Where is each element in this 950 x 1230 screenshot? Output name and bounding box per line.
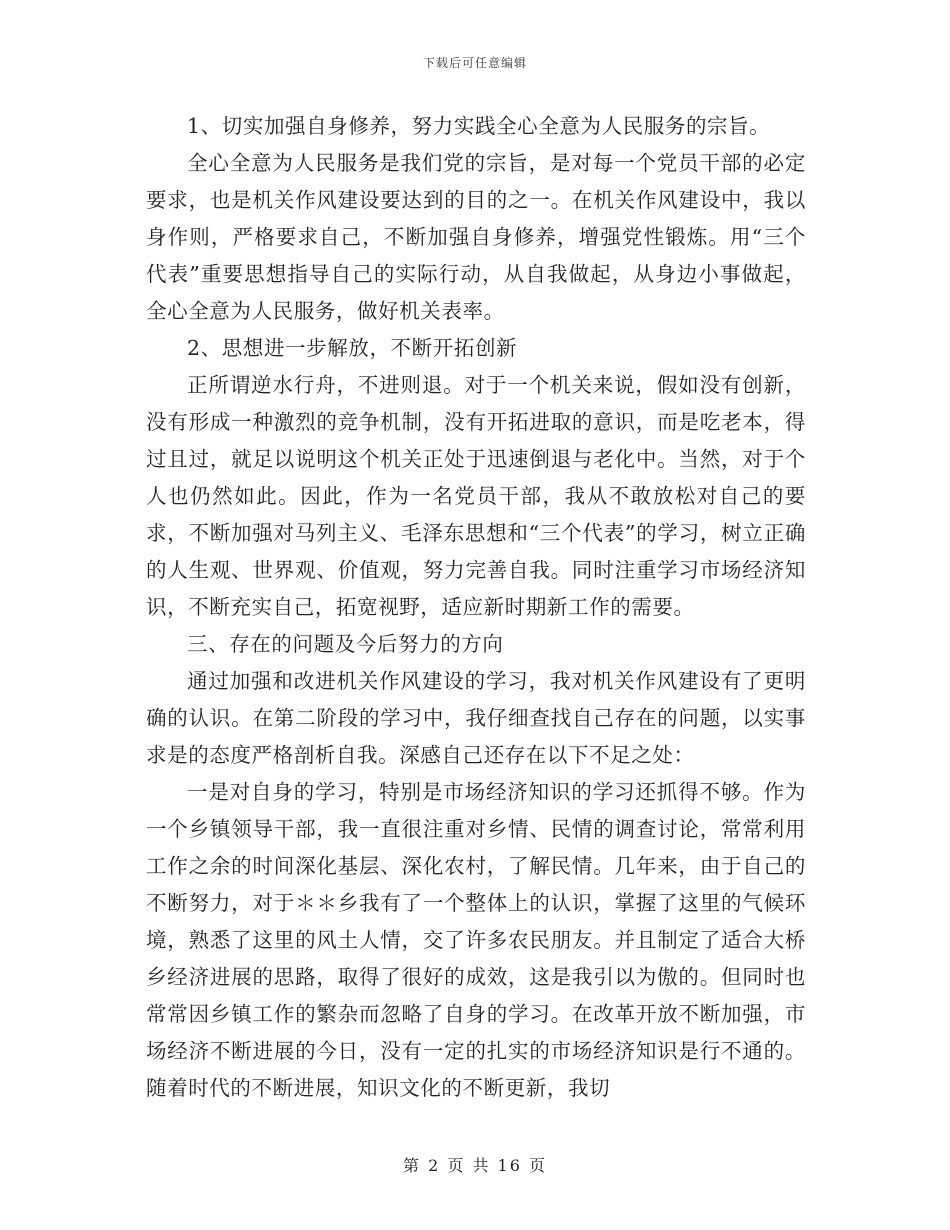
body-paragraph: 通过加强和改进机关作风建设的学习，我对机关作风建设有了更明确的认识。在第二阶段的学习中，我仔细查找自己存在的问题，以实事求是的态度严格剖析自我。深感自己还存在以下不足之处： — [146, 669, 806, 767]
page-header: 下载后可任意编辑 — [422, 56, 527, 70]
body-paragraph: 正所谓逆水行舟，不进则退。对于一个机关来说，假如没有创新，没有形成一种激烈的竞争机制，没有开拓进取的意识，而是吃老本，得过且过，就足以说明这个机关正处于迅速倒退与老化中。当然，对于个人也仍然如此。因此，作为一名党员干部，我从不敢放松对自己的要求，不断加强对马列主义、毛泽东思想和“三个代表”的学习，树立正确的人生观、世界观、价值观，努力完善自我。同时注重学习市场经济知识，不断充实自己，拓宽视野，适应新时期新工作的需要。 — [146, 373, 806, 619]
body-paragraph: 一是对自身的学习，特别是市场经济知识的学习还抓得不够。作为一个乡镇领导干部，我一直很注重对乡情、民情的调查讨论，常常利用工作之余的时间深化基层、深化农村，了解民情。几年来，由于自己的不断努力，对于＊＊乡我有了一个整体上的认识，掌握了这里的气候环境，熟悉了这里的风土人情，交了许多农民朋友。并且制定了适合大桥乡经济进展的思路，取得了很好的成效，这是我引以为傲的。但同时也常常因乡镇工作的繁杂而忽略了自身的学习。在改革开放不断加强，市场经济不断进展的今日，没有一定的扎实的市场经济知识是行不通的。随着时代的不断进展，知识文化的不断更新，我切 — [146, 780, 806, 1100]
page-number: 第 2 页 共 16 页 — [403, 1156, 547, 1175]
document-body — [146, 108, 806, 1107]
body-paragraph: 全心全意为人民服务是我们党的宗旨，是对每一个党员干部的必定要求，也是机关作风建设要达到的目的之一。在机关作风建设中，我以身作则，严格要求自己，不断加强自身修养，增强党性锻炼。用“三个代表”重要思想指导自己的实际行动，从自我做起，从身边小事做起，全心全意为人民服务，做好机关表率。 — [146, 151, 806, 323]
section-heading: 三、存在的问题及今后努力的方向 — [187, 632, 504, 656]
heading-item-2: 2、思想进一步解放，不断开拓创新 — [187, 336, 518, 360]
heading-item-1: 1、切实加强自身修养，努力实践全心全意为人民服务的宗旨。 — [187, 114, 771, 138]
